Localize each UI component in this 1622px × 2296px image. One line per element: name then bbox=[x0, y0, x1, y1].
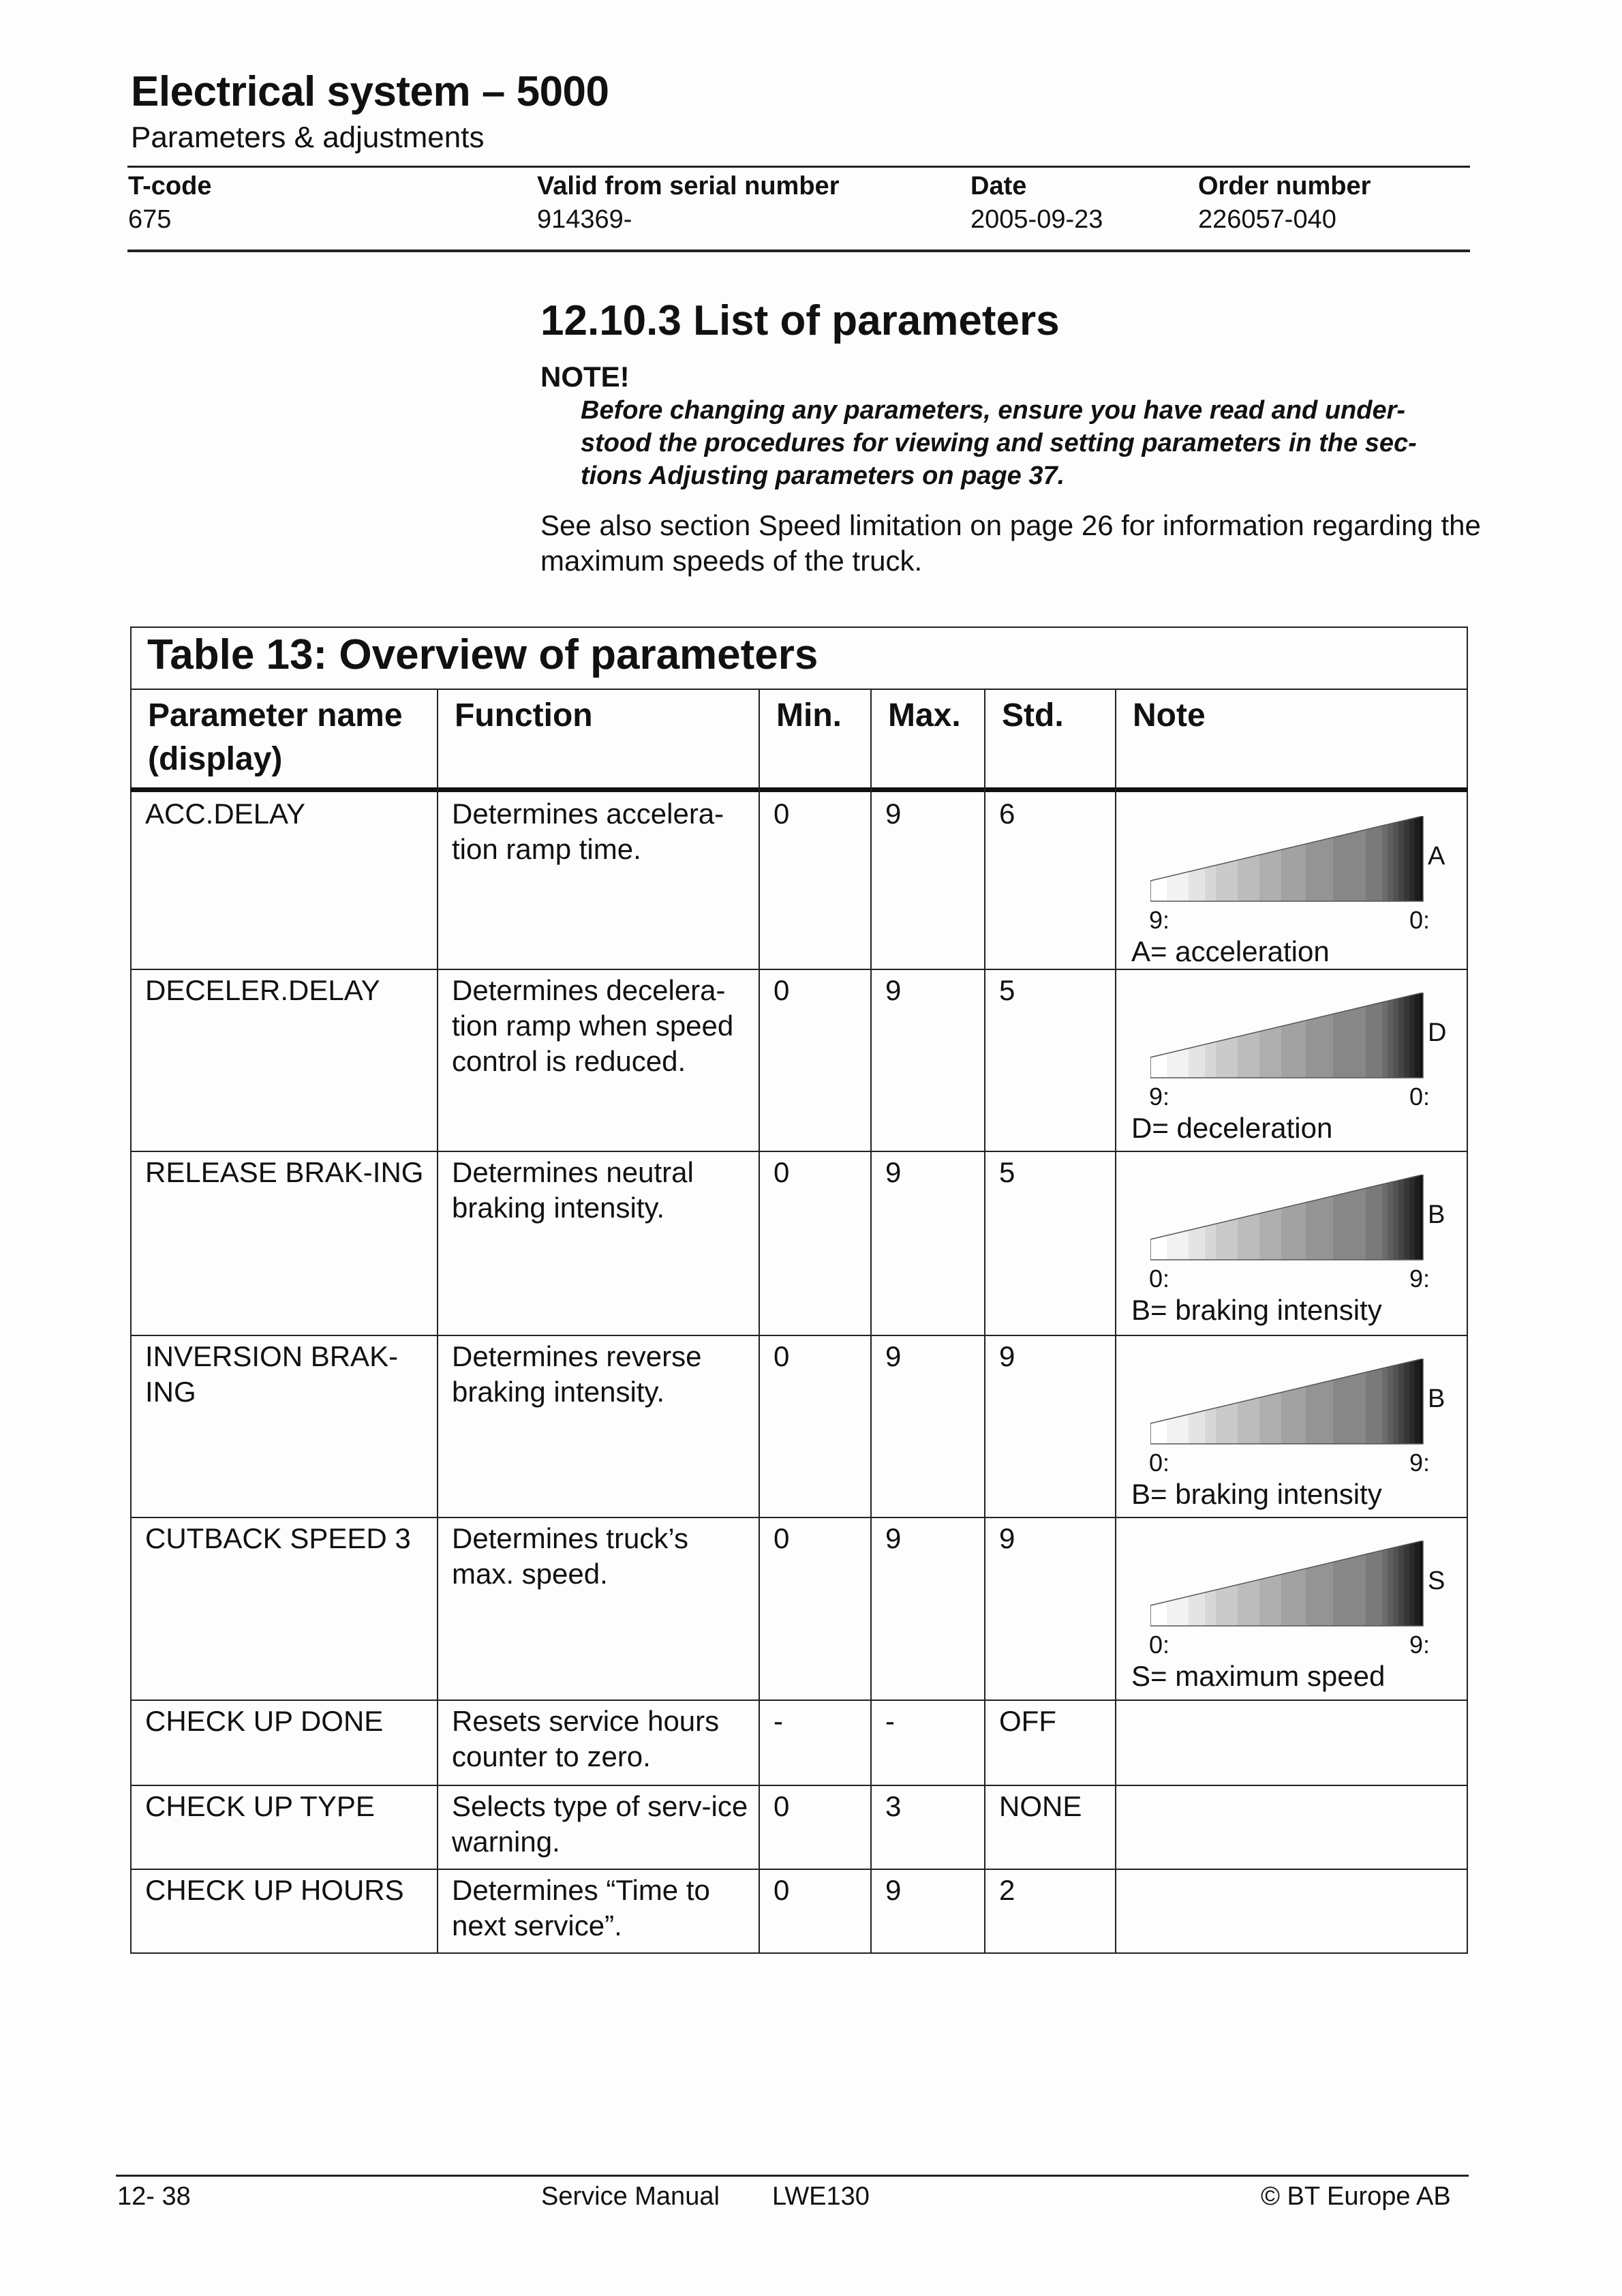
ramp-band bbox=[1382, 1549, 1388, 1626]
column-header-min: Min. bbox=[776, 697, 842, 734]
row-divider bbox=[130, 969, 1468, 970]
ramp-right-tick: 9: bbox=[1409, 1265, 1430, 1293]
cell-parameter-name: INVERSION BRAK-ING bbox=[145, 1340, 399, 1408]
cell-min: 0 bbox=[774, 1340, 790, 1372]
ramp-band bbox=[1409, 1177, 1415, 1260]
ramp-band bbox=[1333, 1188, 1366, 1260]
ramp-band bbox=[1398, 1179, 1404, 1260]
ramp-band bbox=[1409, 1543, 1415, 1626]
cell-parameter-name: RELEASE BRAK-ING bbox=[145, 1156, 424, 1188]
meta-label-order: Order number bbox=[1198, 172, 1371, 200]
column-header-max: Max. bbox=[888, 697, 961, 734]
cell-function: Resets service hours counter to zero. bbox=[452, 1705, 720, 1772]
cell-parameter-name: ACC.DELAY bbox=[145, 798, 305, 830]
ramp-left-tick: 0: bbox=[1149, 1631, 1170, 1659]
ramp-band bbox=[1189, 868, 1205, 901]
cell-min: 0 bbox=[774, 1874, 790, 1906]
ramp-axis-letter: D bbox=[1428, 1018, 1447, 1047]
cell-std: 9 bbox=[999, 1522, 1015, 1554]
ramp-band bbox=[1404, 1362, 1409, 1444]
ramp-band bbox=[1415, 817, 1420, 901]
ramp-axis-letter: S bbox=[1428, 1567, 1445, 1595]
section-title: 12.10.3 List of parameters bbox=[540, 297, 1060, 344]
ramp-band bbox=[1259, 1392, 1281, 1444]
cell-max: 9 bbox=[885, 1522, 902, 1554]
row-divider bbox=[130, 1869, 1468, 1870]
cell-std: 5 bbox=[999, 974, 1015, 1006]
cell-parameter-name: CHECK UP HOURS bbox=[145, 1874, 404, 1906]
ramp-band bbox=[1388, 823, 1393, 901]
ramp-band bbox=[1415, 1175, 1420, 1260]
ramp-band bbox=[1216, 1219, 1238, 1260]
ramp-band bbox=[1238, 1031, 1259, 1078]
ramp-caption: B= braking intensity bbox=[1131, 1294, 1382, 1326]
cell-min: 0 bbox=[774, 1156, 790, 1188]
footer-manual: Service Manual bbox=[541, 2182, 720, 2211]
cell-max: 9 bbox=[885, 974, 902, 1006]
ramp-axis-letter: B bbox=[1428, 1385, 1445, 1413]
cell-max: 3 bbox=[885, 1790, 902, 1822]
cell-std: 2 bbox=[999, 1874, 1015, 1906]
ramp-band bbox=[1398, 1363, 1404, 1444]
ramp-caption: A= acceleration bbox=[1131, 935, 1330, 967]
cell-function: Determines decelera-tion ramp when speed control is reduced. bbox=[452, 974, 734, 1077]
cell-function: Determines reverse braking intensity. bbox=[452, 1340, 702, 1408]
cell-parameter-name: CUTBACK SPEED 3 bbox=[145, 1522, 411, 1554]
cell-std: NONE bbox=[999, 1790, 1082, 1822]
ramp-band bbox=[1306, 1380, 1333, 1444]
ramp-band bbox=[1238, 1398, 1259, 1444]
ramp-diagram bbox=[1150, 993, 1424, 1079]
ramp-axis-letter: A bbox=[1428, 842, 1445, 871]
row-divider bbox=[130, 1700, 1468, 1701]
ramp-band bbox=[1366, 826, 1382, 901]
ramp-band bbox=[1393, 1365, 1398, 1444]
ramp-right-tick: 9: bbox=[1409, 1449, 1430, 1477]
cell-parameter-name: CHECK UP TYPE bbox=[145, 1790, 375, 1822]
ramp-band bbox=[1382, 1183, 1388, 1260]
cell-function: Selects type of serv-ice warning. bbox=[452, 1790, 748, 1858]
meta-value-date: 2005-09-23 bbox=[970, 205, 1103, 234]
cell-std: OFF bbox=[999, 1705, 1056, 1737]
ramp-band bbox=[1415, 993, 1420, 1078]
cell-min: 0 bbox=[774, 974, 790, 1006]
title-divider bbox=[130, 689, 1468, 690]
ramp-band bbox=[1333, 1372, 1366, 1444]
cell-function: Determines “Time to next service”. bbox=[452, 1874, 710, 1942]
ramp-band bbox=[1216, 1037, 1238, 1078]
ramp-band bbox=[1306, 837, 1333, 901]
ramp-band bbox=[1404, 1544, 1409, 1626]
ramp-band bbox=[1189, 1226, 1205, 1260]
ramp-band bbox=[1259, 1026, 1281, 1078]
footer-copyright: © BT Europe AB bbox=[1261, 2182, 1451, 2211]
ramp-band bbox=[1306, 1196, 1333, 1260]
ramp-band bbox=[1404, 1178, 1409, 1260]
ramp-band bbox=[1366, 1184, 1382, 1260]
cell-std: 6 bbox=[999, 798, 1015, 830]
meta-label-tcode: T-code bbox=[128, 172, 212, 200]
cell-max: 9 bbox=[885, 1156, 902, 1188]
ramp-band bbox=[1238, 1213, 1259, 1260]
ramp-band bbox=[1216, 1585, 1238, 1626]
ramp-caption: D= deceleration bbox=[1131, 1112, 1333, 1144]
ramp-band bbox=[1366, 1002, 1382, 1078]
ramp-band bbox=[1216, 1403, 1238, 1444]
ramp-band bbox=[1259, 1574, 1281, 1626]
document-title: Electrical system – 5000 bbox=[131, 68, 609, 115]
ramp-band bbox=[1189, 1592, 1205, 1626]
ramp-band bbox=[1281, 1203, 1306, 1260]
meta-value-tcode: 675 bbox=[128, 205, 172, 234]
ramp-band bbox=[1306, 1562, 1333, 1626]
ramp-band bbox=[1404, 819, 1409, 901]
ramp-right-tick: 0: bbox=[1409, 906, 1430, 934]
document-subtitle: Parameters & adjustments bbox=[131, 121, 485, 154]
header-rule-bottom bbox=[127, 250, 1470, 252]
meta-value-serial: 914369- bbox=[537, 205, 632, 234]
ramp-band bbox=[1415, 1359, 1420, 1444]
see-also-paragraph: See also section Speed limitation on page 26 for information regarding the maximum speeds of the truck. bbox=[540, 509, 1481, 577]
ramp-band bbox=[1205, 1590, 1216, 1626]
column-divider bbox=[870, 689, 872, 1954]
ramp-diagram bbox=[1150, 1541, 1424, 1627]
note-label: NOTE! bbox=[540, 361, 630, 393]
cell-std: 9 bbox=[999, 1340, 1015, 1372]
table-title: Table 13: Overview of parameters bbox=[147, 631, 818, 678]
ramp-left-tick: 0: bbox=[1149, 1265, 1170, 1293]
cell-parameter-name: CHECK UP DONE bbox=[145, 1705, 384, 1737]
ramp-band bbox=[1404, 996, 1409, 1078]
ramp-band bbox=[1259, 849, 1281, 901]
ramp-band bbox=[1333, 830, 1366, 901]
ramp-band bbox=[1382, 824, 1388, 901]
column-header-function: Function bbox=[455, 697, 593, 734]
ramp-band bbox=[1281, 1387, 1306, 1444]
ramp-band bbox=[1281, 1569, 1306, 1626]
ramp-band bbox=[1388, 999, 1393, 1078]
column-header-parameter-name: Parameter name (display) bbox=[148, 697, 403, 777]
cell-max: 9 bbox=[885, 1340, 902, 1372]
cell-max: 9 bbox=[885, 1874, 902, 1906]
ramp-band bbox=[1205, 865, 1216, 901]
ramp-band bbox=[1409, 995, 1415, 1078]
cell-function: Determines truck’s max. speed. bbox=[452, 1522, 688, 1590]
column-header-std: Std. bbox=[1002, 697, 1064, 734]
ramp-left-tick: 9: bbox=[1149, 1083, 1170, 1111]
ramp-band bbox=[1281, 844, 1306, 901]
cell-min: 0 bbox=[774, 1790, 790, 1822]
ramp-axis-letter: B bbox=[1428, 1200, 1445, 1229]
ramp-right-tick: 9: bbox=[1409, 1631, 1430, 1659]
ramp-band bbox=[1409, 1361, 1415, 1444]
column-divider bbox=[437, 689, 438, 1954]
ramp-band bbox=[1189, 1044, 1205, 1078]
cell-min: - bbox=[774, 1705, 783, 1737]
cell-max: - bbox=[885, 1705, 895, 1737]
ramp-band bbox=[1393, 1547, 1398, 1626]
ramp-band bbox=[1259, 1208, 1281, 1260]
ramp-band bbox=[1216, 860, 1238, 901]
ramp-band bbox=[1388, 1365, 1393, 1444]
ramp-left-tick: 0: bbox=[1149, 1449, 1170, 1477]
ramp-band bbox=[1382, 1367, 1388, 1444]
column-header-note: Note bbox=[1133, 697, 1206, 734]
column-divider bbox=[984, 689, 985, 1954]
column-divider bbox=[759, 689, 760, 1954]
ramp-band bbox=[1398, 997, 1404, 1078]
ramp-band bbox=[1333, 1006, 1366, 1078]
cell-min: 0 bbox=[774, 798, 790, 830]
ramp-band bbox=[1393, 999, 1398, 1078]
row-divider bbox=[130, 1785, 1468, 1786]
ramp-diagram bbox=[1150, 816, 1424, 903]
header-rule-top bbox=[127, 166, 1470, 168]
ramp-left-tick: 9: bbox=[1149, 906, 1170, 934]
cell-std: 5 bbox=[999, 1156, 1015, 1188]
ramp-diagram bbox=[1150, 1175, 1424, 1261]
ramp-band bbox=[1205, 1042, 1216, 1078]
ramp-band bbox=[1398, 821, 1404, 901]
ramp-band bbox=[1281, 1021, 1306, 1078]
footer-rule bbox=[116, 2175, 1469, 2177]
ramp-band bbox=[1366, 1368, 1382, 1444]
ramp-band bbox=[1205, 1408, 1216, 1444]
ramp-band bbox=[1415, 1541, 1420, 1626]
cell-function: Determines neutral braking intensity. bbox=[452, 1156, 694, 1224]
meta-label-serial: Valid from serial number bbox=[537, 172, 840, 200]
ramp-band bbox=[1366, 1550, 1382, 1626]
ramp-band bbox=[1409, 818, 1415, 901]
column-divider bbox=[1115, 689, 1116, 1954]
row-divider bbox=[130, 1335, 1468, 1336]
ramp-band bbox=[1333, 1554, 1366, 1626]
ramp-band bbox=[1238, 1580, 1259, 1626]
ramp-band bbox=[1398, 1545, 1404, 1626]
ramp-caption: S= maximum speed bbox=[1131, 1660, 1386, 1692]
note-body: Before changing any parameters, ensure you have read and under-stood the procedures for viewing and setting parameters in the sec-tions Adjusting parameters on page 37. bbox=[581, 396, 1417, 490]
ramp-band bbox=[1382, 1001, 1388, 1078]
ramp-diagram bbox=[1150, 1359, 1424, 1445]
cell-max: 9 bbox=[885, 798, 902, 830]
meta-value-order: 226057-040 bbox=[1198, 205, 1336, 234]
row-divider bbox=[130, 1151, 1468, 1152]
ramp-band bbox=[1388, 1181, 1393, 1260]
ramp-band bbox=[1189, 1410, 1205, 1444]
ramp-band bbox=[1393, 1181, 1398, 1260]
header-divider bbox=[130, 787, 1468, 792]
ramp-band bbox=[1393, 822, 1398, 901]
ramp-right-tick: 0: bbox=[1409, 1083, 1430, 1111]
ramp-band bbox=[1238, 855, 1259, 901]
row-divider bbox=[130, 1517, 1468, 1518]
ramp-caption: B= braking intensity bbox=[1131, 1478, 1382, 1510]
ramp-band bbox=[1205, 1224, 1216, 1260]
cell-function: Determines accelera-tion ramp time. bbox=[452, 798, 724, 865]
cell-parameter-name: DECELER.DELAY bbox=[145, 974, 380, 1006]
ramp-band bbox=[1388, 1547, 1393, 1626]
footer-model: LWE130 bbox=[772, 2182, 870, 2211]
meta-label-date: Date bbox=[970, 172, 1027, 200]
cell-min: 0 bbox=[774, 1522, 790, 1554]
ramp-band bbox=[1306, 1014, 1333, 1078]
footer-page-number: 12- 38 bbox=[117, 2182, 191, 2211]
